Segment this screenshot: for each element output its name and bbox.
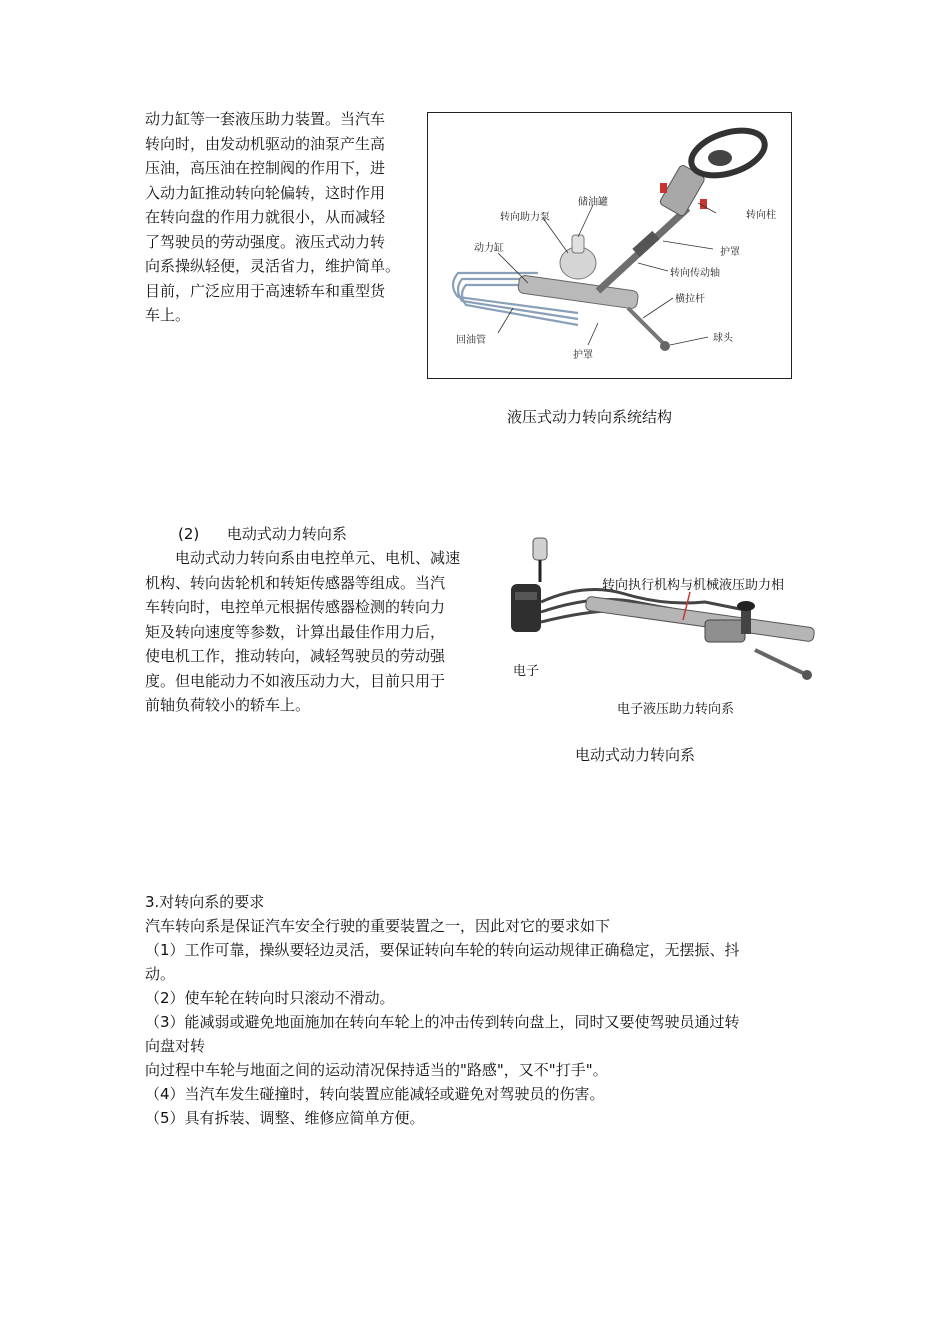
requirement-line: 向过程中车轮与地面之间的运动清况保持适当的"路感"，又不"打手"。 [145, 1061, 608, 1079]
heading-text: 电动式动力转向系 [226, 525, 347, 543]
electric-steering-figure [505, 532, 820, 717]
requirement-line: （5）具有拆装、调整、维修应简单方便。 [145, 1109, 425, 1127]
requirement-line: （4）当汽车发生碰撞时，转向装置应能减轻或避免对驾驶员的伤害。 [145, 1085, 605, 1103]
text-line: 机构、转向齿轮机和转矩传感器等组成。当汽 [145, 573, 446, 592]
requirement-line: （2）使车轮在转向时只滚动不滑动。 [145, 989, 395, 1007]
hydraulic-caption [507, 406, 673, 426]
requirement-line: 动。 [145, 965, 176, 983]
text-line: 压油，高压油在控制阀的作用下，进 [145, 159, 386, 177]
requirements-section [145, 890, 740, 1130]
label-steering-shaft: 转向传动轴 [670, 268, 720, 279]
label-power-pump: 转向助力泵 [500, 212, 550, 223]
label-ball-joint: 球头 [713, 333, 733, 344]
electric-caption [575, 744, 695, 765]
text-line: 转向时，由发动机驱动的油泵产生高 [145, 134, 386, 153]
text-line: 度。但电能动力不如液压动力大，目前只用于 [145, 671, 446, 690]
section-intro: 汽车转向系是保证汽车安全行驶的重要装置之一，因此对它的要求如下 [145, 917, 611, 935]
electric-label-left [513, 660, 540, 679]
text-line: 矩及转向速度等参数，计算出最佳作用力后， [145, 622, 446, 641]
text-line: 动力缸等一套液压助力装置。当汽车 [145, 110, 386, 128]
text-line: 了驾驶员的劳动强度。液压式动力转 [145, 232, 386, 251]
text-line: 车转向时，电控单元根据传感器检测的转向力 [145, 598, 446, 616]
text-line: 在转向盘的作用力就很小，从而减轻 [145, 208, 386, 226]
label-text: 转向执行机构与机械液压助力相 [602, 578, 785, 593]
label-return-pipe: 回油管 [456, 335, 486, 346]
electric-label-bottom [617, 698, 735, 717]
section-title: 3.对转向系的要求 [145, 893, 265, 911]
label-storage-tank: 储油罐 [578, 197, 608, 208]
electric-paragraph [145, 546, 460, 718]
requirement-line: （3）能减弱或避免地面施加在转向车轮上的冲击传到转向盘上，同时又要使驾驶员通过转 [145, 1013, 740, 1031]
label-steering-column: 转向柱 [746, 210, 776, 221]
electric-label-top [602, 574, 785, 593]
caption-text: 液压式动力转向系统结构 [507, 408, 673, 426]
text-line: 车上。 [145, 306, 191, 324]
label-boot-lower: 护罩 [573, 350, 593, 361]
text-line: 向系操纵轻便，灵活省力，维护简单。 [145, 257, 401, 275]
hydraulic-paragraph [145, 107, 400, 328]
text-line: 电动式动力转向系由电控单元、电机、减速 [175, 549, 461, 567]
electric-heading [178, 522, 347, 546]
text-line: 前轴负荷较小的轿车上。 [145, 696, 311, 714]
label-text: 电子液压助力转向系 [617, 702, 735, 717]
label-tie-rod: 横拉杆 [675, 294, 705, 305]
text-line: 目前，广泛应用于高速轿车和重型货 [145, 281, 386, 300]
text-line: 使电机工作，推动转向，减轻驾驶员的劳动强 [145, 647, 446, 665]
text-line: 入动力缸推动转向轮偏转，这时作用 [145, 183, 386, 202]
hydraulic-steering-figure [427, 112, 792, 379]
caption-text: 电动式动力转向系 [575, 746, 696, 764]
label-text: 电子 [513, 664, 540, 679]
requirement-line: 向盘对转 [145, 1037, 206, 1055]
heading-number: (2) [178, 525, 200, 543]
requirement-line: （1）工作可靠，操纵要轻边灵活，要保证转向车轮的转向运动规律正确稳定，无摆振、抖 [145, 941, 740, 959]
label-boot-upper: 护罩 [720, 247, 740, 258]
electric-steering-illustration [505, 532, 820, 712]
label-power-cylinder: 动力缸 [474, 243, 504, 254]
